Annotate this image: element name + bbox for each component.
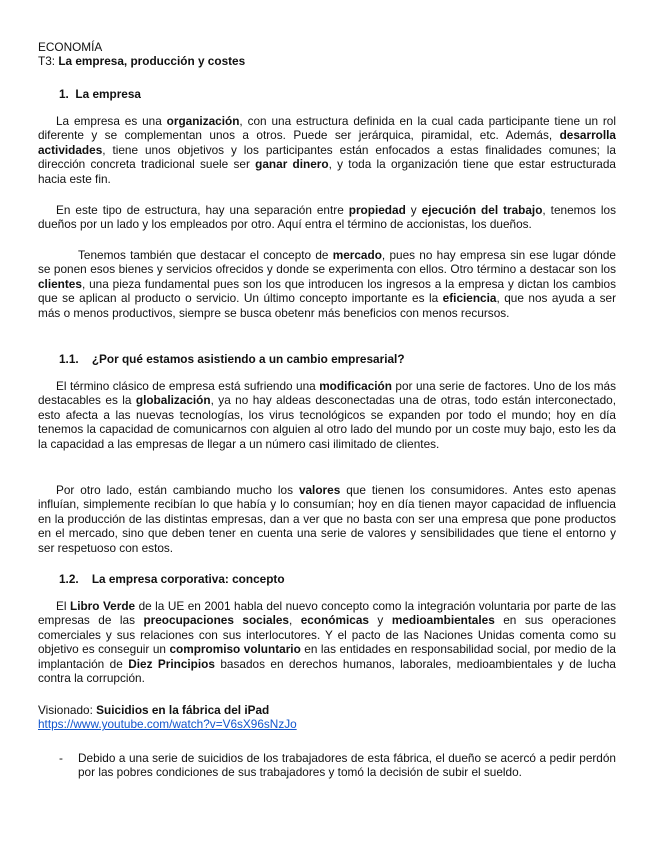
video-link[interactable]: https://www.youtube.com/watch?v=V6sX96sNzJo	[38, 717, 297, 732]
text-run: , y toda la organización tiene que estar estructurada hacia este fin.	[38, 157, 616, 186]
section-1-2-heading	[59, 572, 285, 586]
text-run: , una pieza fundamental pues son los que introducen los ingresos a la empresa y dictan los cambios que se aplican al producto o servicio. Un último concepto importante es la	[38, 276, 616, 306]
bold-term: ganar dinero	[255, 157, 329, 172]
bullet-text: Debido a una serie de suicidios de los trabajadores de esta fábrica, el dueño se acercó a pedir perdón por las pobres condiciones de sus trabajadores y tomó la decisión de subir el sueldo.	[78, 751, 616, 780]
section-1-2-number: 1.2.	[59, 572, 79, 586]
text-run: de la UE en 2001 habla del nuevo concepto como la integración voluntaria por parte de las empresas de las	[38, 599, 616, 628]
section-1-2-title: La empresa corporativa: concepto	[91, 572, 285, 586]
text-run: En este tipo de estructura, hay una separación entre	[56, 203, 349, 217]
text-run: , tiene unos objetivos y los participantes están enfocados a estas finalidades comunes; la dirección concreta tradicional suele ser	[38, 142, 616, 172]
bold-term: valores	[298, 483, 341, 497]
bold-term: compromiso voluntario	[169, 642, 301, 657]
bold-term: mercado	[332, 248, 382, 262]
video-section	[38, 703, 616, 732]
bullet-marker: -	[59, 751, 63, 765]
text-run: en sus operaciones comerciales y sus relaciones con sus interlocutores. Y el pacto de las Naciones Unidas comenta como su objetivo es conseguir un	[38, 613, 616, 657]
text-run: , tenemos los dueños por un lado y los empleados por otro. Aquí entra el término de accionistas, los dueños.	[38, 203, 616, 232]
bold-term: preocupaciones sociales	[143, 613, 289, 628]
bold-term: globalización	[135, 393, 211, 408]
video-label: Visionado:	[38, 703, 97, 717]
bold-term: organización	[166, 114, 240, 128]
text-run: por una serie de factores. Uno de los más destacables es la	[38, 379, 616, 408]
subject-line: ECONOMÍA	[38, 40, 103, 54]
topic-title: La empresa, producción y costes	[58, 54, 246, 69]
section-1-heading	[59, 87, 141, 101]
text-run: y	[368, 613, 392, 628]
bold-term: modificación	[319, 379, 392, 393]
video-title-line	[38, 703, 616, 717]
bold-term: ejecución del trabajo	[421, 203, 543, 217]
text-run: , con una estructura definida en la cual cada participante tiene un rol diferente y se complementan unos a otros. Puede ser jerárquica, piramidal, etc. Además,	[38, 114, 616, 143]
document-header	[38, 40, 616, 69]
video-title: Suicidios en la fábrica del iPad	[96, 703, 270, 717]
topic-line	[38, 54, 616, 68]
text-run: El término clásico de empresa está sufriendo una	[56, 379, 320, 393]
paragraph-mercado	[38, 248, 616, 320]
text-run: El	[56, 599, 70, 613]
section-1-number: 1.	[59, 87, 69, 101]
section-1-1-title: ¿Por qué estamos asistiendo a un cambio empresarial?	[91, 352, 405, 366]
topic-prefix: T3:	[38, 54, 56, 69]
text-run: en las entidades en responsabilidad social, por medio de la implantación de	[38, 642, 616, 671]
text-run: Tenemos también que destacar el concepto de	[78, 248, 333, 262]
text-run: La empresa es una	[56, 114, 167, 128]
bold-term: eficiencia	[442, 291, 497, 306]
bold-term: clientes	[38, 276, 82, 291]
paragraph-propiedad	[38, 203, 616, 232]
bold-term: Diez Principios	[128, 656, 215, 671]
text-run: , pues no hay empresa sin ese lugar dónde se ponen esos bienes y servicios ofrecidos y donde se experimenta con ellos. Otro término a destacar son los	[38, 248, 616, 277]
paragraph-globalizacion	[38, 379, 616, 451]
text-run: basados en derechos humanos, laborales, medioambientales y de lucha contra la corrupción.	[38, 656, 616, 686]
bold-term: económicas	[300, 613, 369, 628]
section-1-1-heading	[59, 352, 405, 366]
section-1-1-number: 1.1.	[59, 352, 79, 366]
paragraph-libro-verde	[38, 599, 616, 685]
paragraph-valores	[38, 483, 616, 555]
text-run: Por otro lado, están cambiando mucho los	[56, 483, 299, 497]
section-1-title: La empresa	[75, 87, 141, 101]
bold-term: propiedad	[348, 203, 406, 217]
text-run: , ya no hay aldeas desconectadas una de otras, todo están interconectado, esto afecta a las nuevas tecnologías, los virus tecnológicos se expanden por todo el mundo; hoy en día tenemos la capacidad de comunicarnos con alguien al otro lado del mundo por un coste muy bajo, esto les da la capacidad a las empresas de llegar a un número casi ilimitado de clientes.	[38, 393, 616, 451]
bold-term: medioambientales	[391, 613, 495, 628]
paragraph-organizacion	[38, 114, 616, 186]
bold-term: Libro Verde	[69, 599, 136, 613]
text-run: , que nos ayuda a ser más o menos productivos, siempre se busca obetenr más beneficios con menos recursos.	[38, 291, 616, 320]
text-run: ,	[288, 613, 301, 628]
bold-term: desarrolla actividades	[38, 128, 616, 157]
text-run: y	[405, 203, 422, 217]
text-run: que tienen los consumidores. Antes esto apenas influían, simplemente recibían lo que había y lo consumían; hoy en día tienen mayor capacidad de influencia en la producción de las distintas empresas, dan a ver que no basta con ser una empresa que pone productos en el mercado, sino que deben tener en cuenta una serie de valores y sensibilidades que tiene el entorno y ser respetuoso con estos.	[38, 483, 616, 555]
